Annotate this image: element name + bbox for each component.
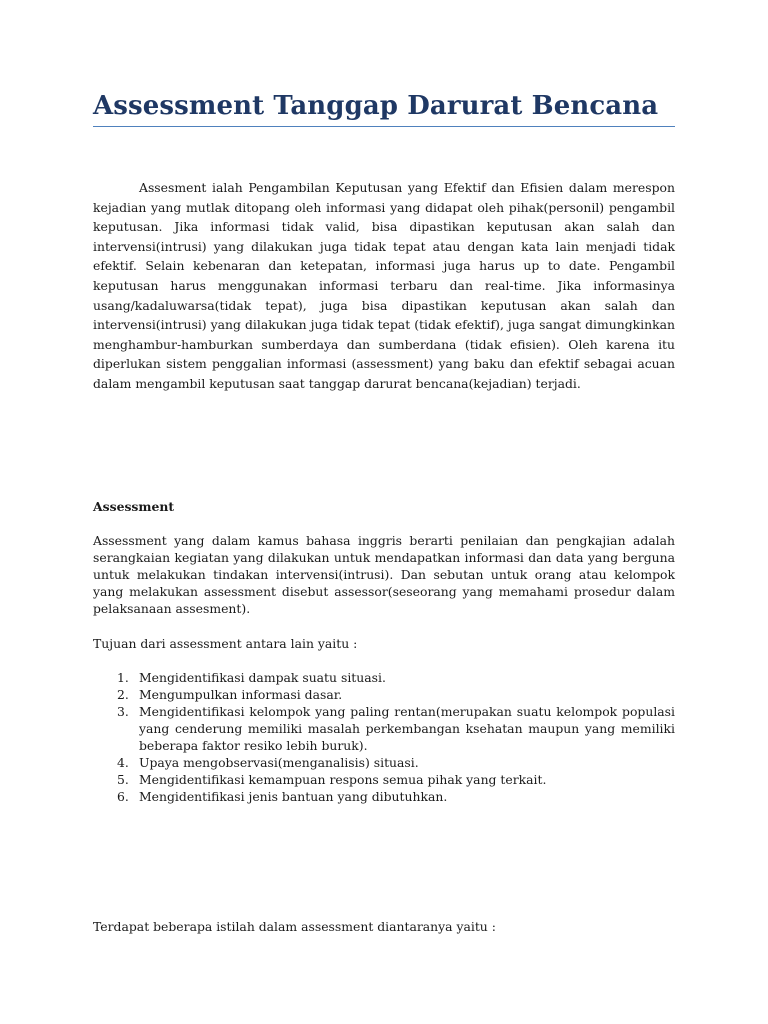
list-item-text: Mengidentifikasi kemampuan respons semua pihak yang terkait. — [139, 772, 547, 787]
list-item — [93, 771, 675, 788]
document-title: Assessment Tanggap Darurat Bencana — [93, 91, 659, 121]
title-underline — [93, 126, 675, 127]
list-item-number: 6. — [117, 789, 129, 804]
goals-lead-text: Tujuan dari assessment antara lain yaitu : — [93, 636, 358, 651]
list-item — [93, 686, 675, 703]
list-item — [93, 669, 675, 686]
list-item-text: Mengumpulkan informasi dasar. — [139, 687, 343, 702]
list-item-text: Mengidentifikasi jenis bantuan yang dibutuhkan. — [139, 789, 448, 804]
section-heading-assessment: Assessment — [93, 499, 175, 514]
list-item-number: 4. — [117, 755, 129, 770]
list-item-number: 5. — [117, 772, 129, 787]
definition-paragraph: Assessment yang dalam kamus bahasa inggris berarti penilaian dan pengkajian adalah serangkaian kegiatan yang dilakukan untuk mendapatkan informasi dan data yang berguna untuk melakukan tindakan intervensi(intrusi). Dan sebutan untuk orang atau kelompok yang melakukan assessment disebut assessor(seseorang yang memahami prosedur dalam pelaksanaan assesment). — [93, 533, 675, 616]
list-item — [93, 703, 675, 754]
list-item-number: 2. — [117, 687, 129, 702]
list-item-number: 1. — [117, 670, 129, 685]
closing-line: Terdapat beberapa istilah dalam assessment diantaranya yaitu : — [93, 919, 496, 934]
list-item-text: Upaya mengobservasi(menganalisis) situasi. — [139, 755, 419, 770]
list-item-text: Mengidentifikasi dampak suatu situasi. — [139, 670, 386, 685]
list-item — [93, 754, 675, 771]
list-item — [93, 788, 675, 805]
goals-list — [93, 669, 675, 805]
list-item-text: Mengidentifikasi kelompok yang paling rentan(merupakan suatu kelompok populasi yang cenderung memiliki masalah perkembangan ksehatan maupun yang memiliki beberapa faktor resiko lebih buruk). — [139, 704, 675, 753]
list-item-number: 3. — [117, 704, 129, 719]
intro-paragraph: Assesment ialah Pengambilan Keputusan yang Efektif dan Efisien dalam merespon kejadian yang mutlak ditopang oleh informasi yang didapat oleh pihak(personil) pengambil keputusan. Jika informasi tidak valid, bisa dipastikan keputusan akan salah dan intervensi(intrusi) yang dilakukan juga tidak tepat atau dengan kata lain menjadi tidak efektif. Selain kebenaran dan ketepatan, informasi juga harus up to date. Pengambil keputusan harus menggunakan informasi terbaru dan real-time. Jika informasinya usang/kadaluwarsa(tidak tepat), juga bisa dipastikan keputusan akan salah dan intervensi(intrusi) yang dilakukan juga tidak tepat (tidak efektif), juga sangat dimungkinkan menghambur-hamburkan sumberdaya dan sumberdana (tidak efisien). Oleh karena itu diperlukan sistem penggalian informasi (assessment) yang baku dan efektif sebagai acuan dalam mengambil keputusan saat tanggap darurat bencana(kejadian) terjadi. — [93, 180, 675, 391]
